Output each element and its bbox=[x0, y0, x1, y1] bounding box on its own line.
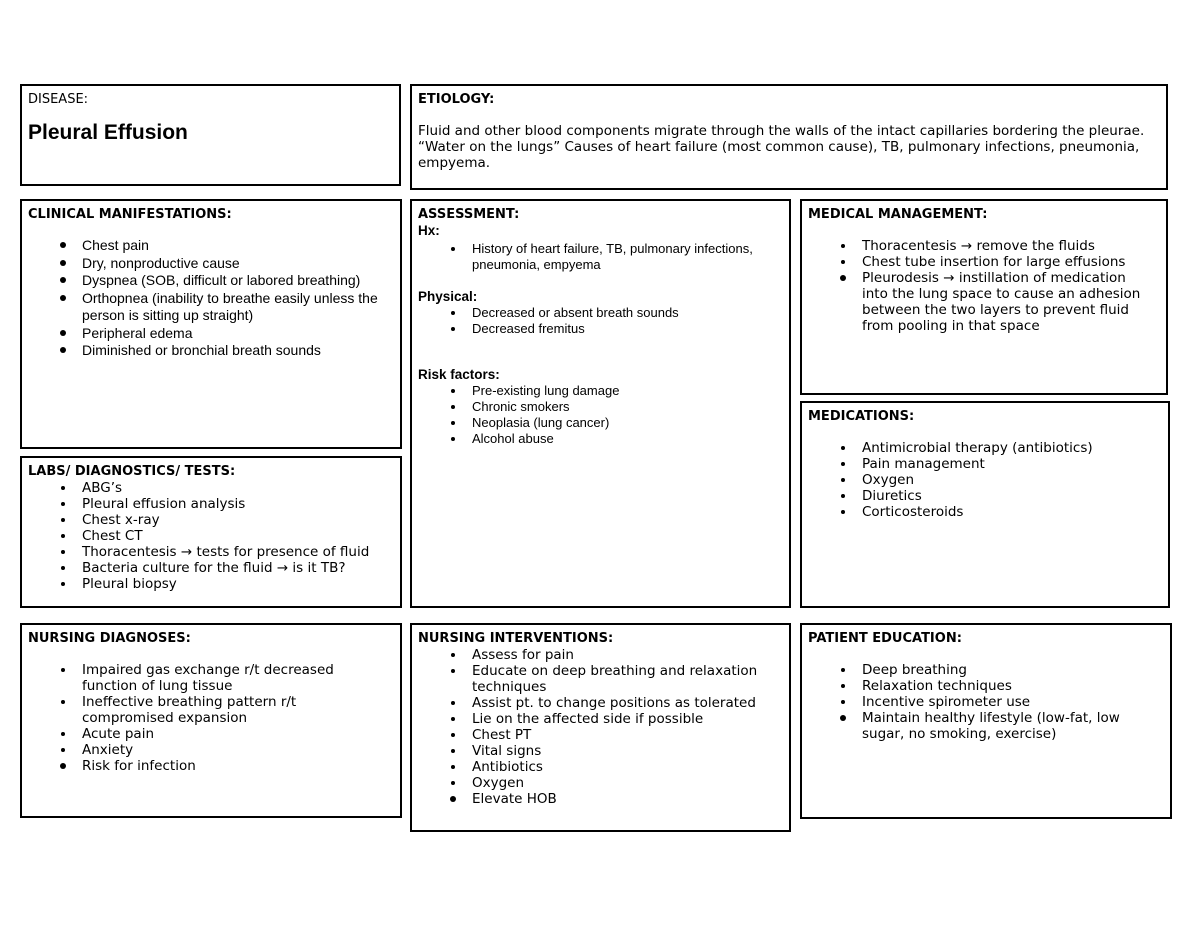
list-item: Pain management bbox=[808, 456, 1168, 472]
list-item: Antibiotics bbox=[418, 759, 789, 775]
clinical-box bbox=[20, 199, 402, 449]
disease-label: DISEASE: bbox=[28, 92, 89, 107]
list-item: Chronic smokers bbox=[418, 399, 789, 415]
list-item: Oxygen bbox=[808, 472, 1168, 488]
medical-list bbox=[808, 238, 1166, 334]
medical-box bbox=[800, 199, 1168, 395]
medications-list bbox=[808, 440, 1168, 520]
list-item: Antimicrobial therapy (antibiotics) bbox=[808, 440, 1168, 456]
etiology-label: ETIOLOGY: bbox=[418, 92, 495, 107]
list-item: Impaired gas exchange r/t decreased function of lung tissue bbox=[28, 662, 400, 694]
list-item: Neoplasia (lung cancer) bbox=[418, 415, 789, 431]
list-item: Chest tube insertion for large effusions bbox=[808, 254, 1166, 270]
list-item: ABG’s bbox=[28, 480, 400, 496]
risk-list bbox=[418, 383, 789, 447]
nursing-interventions-label: NURSING INTERVENTIONS: bbox=[418, 631, 614, 646]
patient-education-box bbox=[800, 623, 1172, 819]
nursing-interventions-box bbox=[410, 623, 791, 832]
list-item: Corticosteroids bbox=[808, 504, 1168, 520]
list-item: Lie on the affected side if possible bbox=[418, 711, 789, 727]
list-item: Diminished or bronchial breath sounds bbox=[28, 342, 400, 360]
assessment-label: ASSESSMENT: bbox=[418, 207, 520, 222]
list-item: Chest x-ray bbox=[28, 512, 400, 528]
risk-label: Risk factors: bbox=[418, 367, 500, 382]
list-item: Chest pain bbox=[28, 237, 400, 255]
list-item: Vital signs bbox=[418, 743, 789, 759]
medical-label: MEDICAL MANAGEMENT: bbox=[808, 207, 988, 222]
nursing-interventions-list bbox=[418, 647, 789, 807]
etiology-text: Fluid and other blood components migrate through the walls of the intact capillaries bordering the pleurae. “Water on the lungs” Causes of heart failure (most common cause), TB, pulmonary infections, pneumonia, empyema. bbox=[418, 123, 1145, 171]
list-item: Assess for pain bbox=[418, 647, 789, 663]
patient-education-list bbox=[808, 662, 1170, 742]
labs-box bbox=[20, 456, 402, 608]
list-item: Alcohol abuse bbox=[418, 431, 789, 447]
list-item: Assist pt. to change positions as tolerated bbox=[418, 695, 789, 711]
labs-label: LABS/ DIAGNOSTICS/ TESTS: bbox=[28, 464, 236, 479]
list-item: Pleurodesis → instillation of medication into the lung space to cause an adhesion between the two layers to prevent fluid from pooling in that space bbox=[808, 270, 1166, 334]
list-item: Diuretics bbox=[808, 488, 1168, 504]
list-item: Incentive spirometer use bbox=[808, 694, 1170, 710]
list-item: Acute pain bbox=[28, 726, 400, 742]
list-item: Dyspnea (SOB, difficult or labored breathing) bbox=[28, 272, 400, 290]
hx-list bbox=[418, 241, 789, 273]
assessment-box bbox=[410, 199, 791, 608]
disease-box bbox=[20, 84, 401, 186]
nursing-diagnoses-label: NURSING DIAGNOSES: bbox=[28, 631, 191, 646]
clinical-list bbox=[28, 237, 400, 360]
patient-education-label: PATIENT EDUCATION: bbox=[808, 631, 962, 646]
list-item: Bacteria culture for the fluid → is it TB? bbox=[28, 560, 400, 576]
nursing-diagnoses-list bbox=[28, 662, 400, 774]
list-item: Pre-existing lung damage bbox=[418, 383, 789, 399]
list-item: Chest CT bbox=[28, 528, 400, 544]
list-item: Orthopnea (inability to breathe easily unless the person is sitting up straight) bbox=[28, 290, 400, 325]
medications-box bbox=[800, 401, 1170, 608]
list-item: Decreased or absent breath sounds bbox=[418, 305, 789, 321]
list-item: Educate on deep breathing and relaxation techniques bbox=[418, 663, 789, 695]
labs-list bbox=[28, 480, 400, 592]
list-item: Dry, nonproductive cause bbox=[28, 255, 400, 273]
etiology-box bbox=[410, 84, 1168, 190]
list-item: History of heart failure, TB, pulmonary infections, pneumonia, empyema bbox=[418, 241, 789, 273]
physical-label: Physical: bbox=[418, 289, 478, 304]
list-item: Relaxation techniques bbox=[808, 678, 1170, 694]
list-item: Oxygen bbox=[418, 775, 789, 791]
list-item: Decreased fremitus bbox=[418, 321, 789, 337]
list-item: Thoracentesis → remove the fluids bbox=[808, 238, 1166, 254]
list-item: Ineffective breathing pattern r/t compromised expansion bbox=[28, 694, 400, 726]
disease-title: Pleural Effusion bbox=[28, 121, 188, 144]
list-item: Anxiety bbox=[28, 742, 400, 758]
nursing-diagnoses-box bbox=[20, 623, 402, 818]
list-item: Maintain healthy lifestyle (low-fat, low sugar, no smoking, exercise) bbox=[808, 710, 1170, 742]
list-item: Pleural effusion analysis bbox=[28, 496, 400, 512]
list-item: Peripheral edema bbox=[28, 325, 400, 343]
list-item: Deep breathing bbox=[808, 662, 1170, 678]
list-item: Risk for infection bbox=[28, 758, 400, 774]
clinical-label: CLINICAL MANIFESTATIONS: bbox=[28, 207, 232, 222]
list-item: Pleural biopsy bbox=[28, 576, 400, 592]
physical-list bbox=[418, 305, 789, 337]
medications-label: MEDICATIONS: bbox=[808, 409, 915, 424]
hx-label: Hx: bbox=[418, 223, 440, 238]
list-item: Thoracentesis → tests for presence of fluid bbox=[28, 544, 400, 560]
list-item: Elevate HOB bbox=[418, 791, 789, 807]
list-item: Chest PT bbox=[418, 727, 789, 743]
